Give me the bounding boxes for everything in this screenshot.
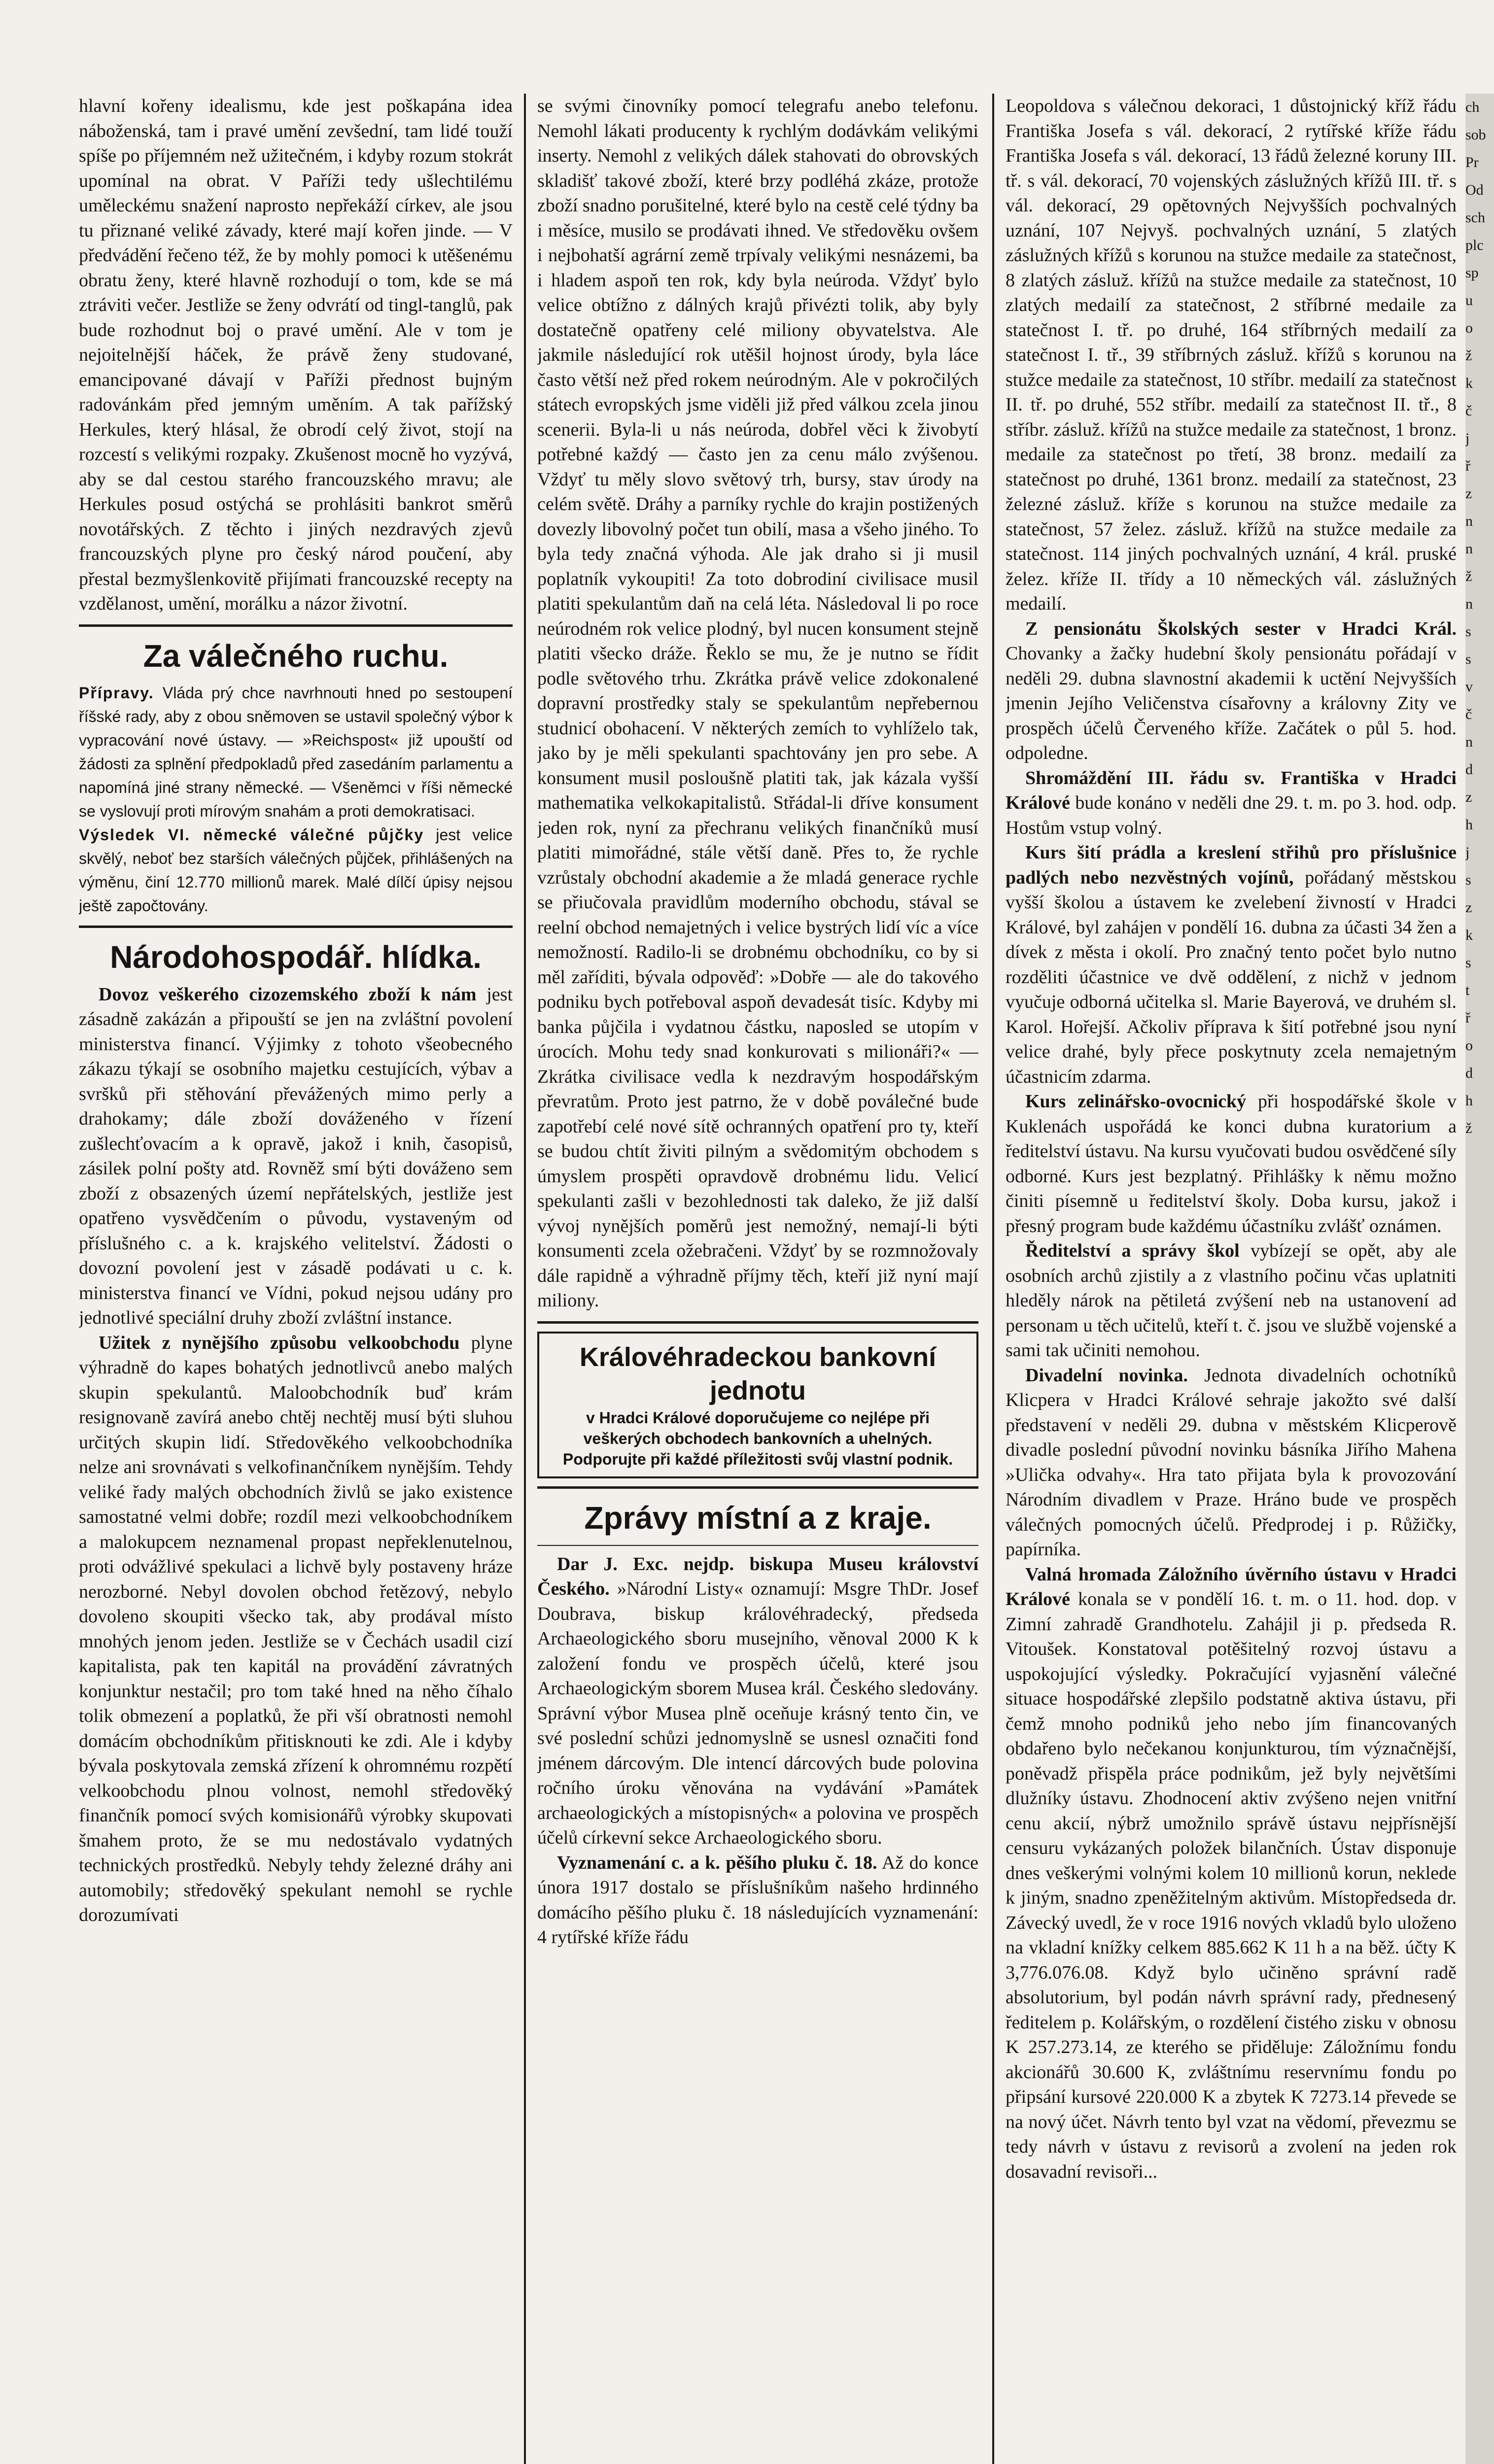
bank-advertisement-title: Královéhradeckou bankovní jednotu xyxy=(579,1342,937,1405)
edge-fragment: k xyxy=(1465,927,1473,943)
edge-fragment: č xyxy=(1465,403,1472,419)
column-rule xyxy=(992,94,994,2464)
economy-paragraph-1 xyxy=(79,982,513,1331)
war-brief-2-lead: Výsledek VI. německé válečné půjčky xyxy=(79,825,424,844)
edge-fragment: ch xyxy=(1465,99,1480,115)
local-news-item-7 xyxy=(1006,1238,1457,1363)
bank-advertisement-text: v Hradci Králové doporučujeme co nejlépe při veškerých obchodech bankovních a uhelných. Podporujte při každé příležitosti svůj vlastní podnik. xyxy=(562,1408,953,1468)
local-news-item-8-lead: Divadelní novinka. xyxy=(1025,1365,1188,1386)
edge-fragment: z xyxy=(1465,485,1472,502)
edge-fragment: o xyxy=(1465,320,1473,336)
edge-fragment: u xyxy=(1465,292,1473,308)
section-heading-war: Za válečného ruchu. xyxy=(143,638,449,674)
column-1 xyxy=(79,94,513,2464)
edge-fragment: d xyxy=(1465,761,1473,778)
local-news-item-3-lead: Z pensionátu Školských sester v Hradci Král. xyxy=(1025,618,1457,639)
local-news-item-8 xyxy=(1006,1363,1457,1562)
column-3 xyxy=(1006,94,1457,2464)
local-news-item-5-text: pořádaný městskou vyšší školou a ústavem ke zvelebení živností v Hradci Králové, byl zahájen v pondělí 16. dubna za účasti 34 žen a dívek z města i okolí. Pro značný tento počet bylo nutno rozděliti účastnice ve dvě oddělení, z nichž v jednom vyučuje odborná učitelka sl. Marie Bayerová, ve druhém sl. Karol. Hořejší. Ačkoliv příprava k šití potřebné jsou nyní velice drahé, byly přece poskytnuty zcela nemajetným účastnicím zdarma. xyxy=(1006,867,1457,1087)
local-news-item-3-text: Chovanky a žačky hudební školy pensionátu pořádají v neděli 29. dubna slavnostní akademii k uctění Nejvyšších jmenin Jejího Veličenstva císařovny a královny Zity ve prospěch účelů Červeného kříže. Začátek o půl 5. hod. odpoledne. xyxy=(1006,643,1457,763)
edge-fragment: h xyxy=(1465,817,1473,833)
edge-fragment: n xyxy=(1465,541,1473,557)
edge-fragment: ž xyxy=(1465,347,1472,364)
edge-fragment: k xyxy=(1465,375,1473,391)
edge-fragment: v xyxy=(1465,679,1473,695)
edge-fragment: n xyxy=(1465,596,1473,612)
edge-fragment: ž xyxy=(1465,568,1472,584)
local-news-item-5-lead: Kurs šití prádla a kreslení střihů pro příslušnice padlých nebo nezvěstných vojínů, xyxy=(1006,842,1457,888)
bank-advertisement xyxy=(537,1332,978,1478)
war-brief-1 xyxy=(79,681,513,823)
edge-fragment: d xyxy=(1465,1065,1473,1081)
local-news-item-6-lead: Kurs zelinářsko-ovocnický xyxy=(1025,1091,1247,1112)
edge-fragment: ř xyxy=(1465,458,1470,474)
local-news-item-1-text: »Národní Listy« oznamují: Msgre ThDr. Josef Doubrava, biskup královéhradecký, předseda Archaeologického sboru musejního, věnoval 2000 K k založení fondu ve prospěch účelů, které jsou Archaeologickým sborem Musea král. Českého sledovány. Správní výbor Musea plně oceňuje krásný tento čin, ve své poslední schůzi jednomyslně se usnesl označiti fond jménem dárcovým. Dle intencí dárcových bude polovina ročního úroku věnována na vydávání »Památek archaeologických a místopisných« a polovina ve prospěch účelů církevní sekce Archaeologického sboru. xyxy=(537,1578,978,1848)
local-news-item-2-lead: Vyznamenání c. a k. pěšího pluku č. 18. xyxy=(557,1852,877,1873)
section-divider xyxy=(537,1321,978,1324)
local-news-item-1-lead: Dar J. Exc. nejdp. biskupa Museu království Českého. xyxy=(537,1553,978,1599)
local-news-item-3 xyxy=(1006,616,1457,766)
section-heading-economy: Národohospodář. hlídka. xyxy=(110,939,482,975)
column-rule xyxy=(524,94,526,2464)
edge-fragment: sp xyxy=(1465,265,1479,281)
edge-fragment: s xyxy=(1465,651,1471,667)
edge-fragment: Od xyxy=(1465,182,1484,198)
section-divider xyxy=(79,624,513,627)
local-news-item-4-lead: Shromáždění III. řádu sv. Františka v Hradci Králové xyxy=(1006,767,1457,813)
war-brief-2-text: jest velice skvělý, neboť bez starších válečných půjček, přihlášených na výměnu, činí 12.770 millionů marek. Malé dílčí úpisy nejsou ještě započtovány. xyxy=(79,825,513,915)
local-news-item-9 xyxy=(1006,1562,1457,2185)
edge-fragment: s xyxy=(1465,955,1471,971)
edge-fragment: j xyxy=(1465,430,1470,446)
heading-underline xyxy=(537,1545,978,1546)
local-news-item-7-text: vybízejí se opět, aby ale osobních archů zjistily a z vlastního počinu včas uplatniti hleděly nárok na pětiletá zvýšení neb na ustanovení ad personam u těch učitelů, kteří t. č. jsou ve službě vojenské a sami tak učiniti nemohou. xyxy=(1006,1240,1457,1361)
edge-fragment: č xyxy=(1465,706,1472,722)
local-news-item-6 xyxy=(1006,1089,1457,1238)
local-news-item-2 xyxy=(537,1850,978,1950)
edge-fragment: ž xyxy=(1465,1120,1472,1136)
article-paris-continuation: hlavní kořeny idealismu, kde jest poškapána idea náboženská, tam i pravé umění zevšední, tam lidé touží spíše po příjemném než užitečném, i kdyby rozum stokrát upomínal na obrat. V Paříži tedy ušlechtilému uměleckému snažení naprosto nepřekáží církev, ale jsou tu přiznané veliké závady, které mají kořen jinde. — V předvádění řečeno též, že by mohly pomoci k utěšenému obratu ženy, které hlavně rozhodují o tom, kde se má ztráviti večer. Jestliže se ženy odvrátí od tingl-tanglů, pak bude rozhodnut boj o pravé umění. Ale v tom je nejoitelnější háček, že právě ženy studované, emancipované dávají v Paříži přednost bujným radovánkám před jemným uměním. A tak pařížský Herkules, který hlásal, že obrodí celý život, stojí na rozcestí s velikými rozpaky. Zkušenost mocně ho vyzývá, aby se dal cestou starého francouzského mravu; ale Herkules posud ostýchá se prohlásiti bankrot směrů novotářských. Z těchto i jiných nezdravých zjevů francouzských plyne pro český národ poučení, aby přestal bezmyšlenkovitě přijímati francouzské recepty na vzdělanost, umění, morálku a názor životní. xyxy=(79,96,513,614)
section-divider xyxy=(79,925,513,928)
local-news-item-8-text: Jednota divadelních ochotníků Klicpera v Hradci Králové sehraje jakožto své další představení v neděli 29. dubna v městském Klicperově divadle poslední původní novinku básníka Jiřího Mahena »Ulička odvahy«. Hra tato přijata byla k provozování Národním divadlem v Praze. Hráno bude ve prospěch válečných pomocných účelů. Předprodej i p. Růžičky, papírníka. xyxy=(1006,1365,1457,1560)
column-2 xyxy=(537,94,978,2464)
war-brief-2 xyxy=(79,823,513,918)
edge-fragment: Pr xyxy=(1465,154,1479,171)
section-divider xyxy=(537,1486,978,1489)
edge-fragment: t xyxy=(1465,982,1470,998)
edge-fragment: j xyxy=(1465,844,1470,860)
economy-paragraph-2-lead: Užitek z nynějšího způsobu velkoobchodu xyxy=(99,1332,460,1353)
local-news-item-1 xyxy=(537,1552,978,1850)
local-news-item-4 xyxy=(1006,766,1457,841)
edge-fragment: s xyxy=(1465,623,1471,640)
edge-fragment: sch xyxy=(1465,209,1485,226)
war-brief-1-lead: Přípravy. xyxy=(79,684,154,702)
war-brief-1-text: Vláda prý chce navrhnouti hned po sestoupení říšské rady, aby z obou sněmoven se ustavil společný výbor k vypracování nové ústavy. — »Reichspost« již upouští od žádosti za splnění předpokladů před zasedáním parlamentu a napomíná jiné strany německé. — Všeněmci v říši německé se vyslovují proti mírovým snahám a proti demokratisaci. xyxy=(79,684,513,820)
economy-paragraph-2-text: plyne výhradně do kapes bohatých jednotlivců anebo malých skupin spekulantů. Maloobchodník buď krám resignovaně zavírá anebo chtěj nechtěj musí býti sluhou určitých skupin lidí. Středověkého velkoobchodníka nelze ani srovnávati s velkofinančníkem nynějším. Tehdy veliké řady malých obchodních živlů se jako existence samostatné velmi dobře; rozdíl mezi velkoobchodníkem a malokupcem neznamenal propast nepřeklenutelnou, proti odvážlivé spekulaci a lichvě byly postaveny hráze nerozborné. Nebyl dovolen obchod řetězový, nebylo dovoleno skoupiti všecko tak, aby prodával místo mnohých jenom jeden. Jestliže se v Čechách usadil cizí kapitalista, pak ten kapitál na provádění závratných konjunktur nestačil; pro tom také hned na něho číhalo tolik obmezení a poplatků, že při vší obratnosti nemohl domácím obchodníkům přitisknouti ke zdi. Ale i kdyby bývala poskytovala zemská zřízení k ohromnému rozpětí velkoobchodu plnou volnost, nemohl středověký finančník pomocí svých komisionářů výrobky skupovati šmahem proto, že se mu nedostávalo vydatných technických prostředků. Nebyly tehdy železné dráhy ani automobily; středověký spekulant nemohl se rychle dorozumívati xyxy=(79,1332,513,1925)
local-news-item-7-lead: Ředitelství a správy škol xyxy=(1025,1240,1240,1261)
edge-fragment: n xyxy=(1465,734,1473,750)
section-heading-local-news: Zprávy místní a z kraje. xyxy=(584,1500,932,1536)
edge-fragment: plc xyxy=(1465,237,1484,253)
edge-fragment: sob xyxy=(1465,127,1486,143)
edge-fragment: z xyxy=(1465,789,1472,805)
local-news-item-4-text: bude konáno v neděli dne 29. t. m. po 3. hod. odp. Hostům vstup volný. xyxy=(1006,792,1457,838)
local-news-item-9-lead: Valná hromada Záložního úvěrního ústavu v Hradci Králové xyxy=(1006,1564,1457,1609)
edge-fragment: z xyxy=(1465,899,1472,916)
local-news-item-6-text: při hospodářské škole v Kuklenách uspořádá ke konci dubna kuratorium a ředitelství ústavu. Na kursu vyučovati budou osvědčené síly odborné. Kurs jest bezplatný. Přihlášky k němu možno činiti písemně u ředitelství školy. Doba kursu, jakož i přesný program bude každému účastníku zvlášť oznámen. xyxy=(1006,1091,1457,1236)
economy-paragraph-1-text: jest zásadně zakázán a připouští se jen na zvláštní povolení ministerstva financí. Výjimky z tohoto všeobecného zákazu týkají se osobního majetku cestujících, výbav a svršků při stěhování převážených mimo perly a drahokamy; dále zboží dováženého v řízení zušlechťovacím a k opravě, jakož i knih, časopisů, zásilek polní pošty atd. Rovněž smí býti dováženo sem zboží z obsazených území nepřátelských, jestliže jest opatřeno vysvědčením o původu, vystaveným od příslušného c. a k. krajského velitelství. Žádosti o dovozní povolení jest v zásadě podávati u c. k. ministerstva financí ve Vídni, pokud nejsou udány pro jednotlivé speciální druhy zboží zvláštní instance. xyxy=(79,984,513,1328)
edge-fragment: ř xyxy=(1465,1010,1470,1026)
economy-paragraph-1-lead: Dovoz veškerého cizozemského zboží k nám xyxy=(99,984,477,1005)
edge-fragment: h xyxy=(1465,1093,1473,1109)
local-news-item-5 xyxy=(1006,840,1457,1089)
edge-fragment: o xyxy=(1465,1037,1473,1054)
adjacent-page-edge xyxy=(1465,94,1494,2464)
local-news-item-2-text: Až do konce února 1917 dostalo se příslušníkům našeho hrdinného domácího pěšího pluku č. 18 následujících vyznamenání: 4 rytířské kříže řádu xyxy=(537,1852,978,1948)
economy-paragraph-2 xyxy=(79,1331,513,1928)
economy-continuation: se svými činovníky pomocí telegrafu anebo telefonu. Nemohl lákati producenty k rychlým dodávkám velikými inserty. Nemohl z velikých dálek stahovati do obrovských skladišť takové zboží, které brzy podléhá zkáze, protože zboží snadno porušitelné, které bylo na cestě celé týdny ba i měsíce, musilo se prodávati ihned. Ve středověku ovšem i nejbohatší agrární země trpívaly velikými nesnázemi, ba i hladem aspoň ten rok, kdy byla neúroda. Vždyť bylo velice obtížno z dálných krajů přivézti tolik, aby byly dostatečně opatřeny celé miliony obyvatelstva. Ale jakmile následující rok utěšil hojnost úrody, byla láce často větší než před rokem neúrodným. Ale v pokročilých státech evropských jsme viděli již před válkou zcela jinou scenerii. Byla-li u nás neúroda, dobřel věci k živobytí potřebné každý — často jen za cenu málo zvýšenou. Vždyť tu měly slovo světový trh, bursy, stav úrody na celém světě. Dráhy a parníky rychle do krajin postižených dovezly libovolný počet tun obilí, masa a všeho jiného. To byla tedy značná výhoda. Ale jak draho si ji musil poplatník vykoupiti! Za toto dobrodiní civilisace musil platiti spekulantům daň na celá léta. Následoval li po roce neúrodném rok velice plodný, byl nucen konsument stejně platiti všecko dráže. Řeklo se mu, že je nutno se řídit podle světového trhu. Zkrátka právě velice zdokonalené dopravní prostředky staly se spekulantům nepřebernou studnicí obohacení. V některých zemích to vyhlíželo tak, jako by je měli spekulanti spachtovány jen pro sebe. A konsument musil posloušně platiti tak, jak kázala vyšší mathematika velkokapitalistů. Střádal-li dříve konsument jeden rok, nyní za přechranu velikých finančníků musí platiti mimořádné, stále větší daně. Přes to, že rychle vzrůstaly obchodní akademie a že mladá generace rychle se přiučovala pravidlům moderního obchodu, stával se reelní obchod nemajetných i velice bystrých lidí víc a více nemožností. Radilo-li se drobnému obchodníku, co by si měl zaříditi, bývala odpověď: »Dobře — ale do takového podniku bych potřeboval aspoň devadesát tisíc. Kdyby mi banka půjčila i vydatnou částku, naposled se utopím v úrocích. Mohu tedy snad konkurovati s milionáři?« — Zkrátka civilisace vedla k nezdravým hospodářským převratům. Proto jest patrno, že v době poválečné bude zapotřebí celé nové sítě ochranných opatření pro ty, kteří se budou chtít živiti pilným a svědomitým obchodem s úmyslem prospěti opravdově drobnému lidu. Velicí spekulanti zašli v bezohlednosti tak daleko, že již další vývoj nynějších poměrů jest nemožný, nemají-li býti konsumenti zcela ožebračeni. Vždyť by se rozmnožovaly dále rapidně a výhradně příjmy těch, kteří již nyní mají miliony. xyxy=(537,96,978,1311)
edge-fragment: s xyxy=(1465,872,1471,888)
decorations-continuation: Leopoldova s válečnou dekoraci, 1 důstojnický kříž řádu Františka Josefa s vál. dekorací, 2 rytířské kříže řádu Františka Josefa s vál. dekorací, 13 řádů železné koruny III. tř. s vál. dekorací, 70 vojenských záslužných křížů III. tř. s vál. dekorací, 29 opětovných Nejvyšších pochvalných uznání, 107 Nejvyš. pochvalných uznání, 5 zlatých záslužných křížů s korunou na stužce medaile za statečnost, 8 zlatých zásluž. křížů na stužce medaile za statečnost, 10 zlatých medailí za statečnost, 2 stříbrné medaile za statečnost I. tř. po druhé, 164 stříbrných medailí za statečnost I. tř., 39 stříbrných zásluž. křížů s korunou na stužce medaile za statečnost, 10 stříbr. medailí za statečnost II. tř. po druhé, 552 stříbr. medailí za statečnost II. tř., 8 stříbr. zásluž. křížů na stužce medaile za statečnost, 1 bronz. medaile za statečnost po třetí, 38 bronz. medailí za statečnost po druhé, 1361 bronz. medailí za statečnost, 23 železné zásluž. kříže s korunou na stužce medaile za statečnost, 57 želez. zásluž. křížů na stužce medaile za statečnost. 114 jiných pochvalných uznání, 4 král. pruské želez. kříže II. třídy a 10 německých vál. záslužných medailí. xyxy=(1006,96,1457,614)
edge-fragment: n xyxy=(1465,513,1473,529)
local-news-item-9-text: konala se v pondělí 16. t. m. o 11. hod. dop. v Zimní zahradě Grandhotelu. Zahájil ji p. předseda R. Vitoušek. Konstatoval potěšitelný rozvoj ústavu a uspokojující výsledky. Pokračující vyjasnění válečné situace hospodářské zlepšilo podstatně aktiva ústavu, při čemž mnoho podniků jeho nebo jím financovaných obdařeno bylo nečekanou konjunkturou, tím význačnější, poněvadž přispěla práce podnikům, jež byly největšími dlužníky ústavu. Zhodnocení aktiv zvýšeno nejen vnitřní cenu akcií, nýbrž umožnilo správě ústavu nejpřísnější censuru vykázaných položek bilančních. Ústav disponuje dnes veškerými volnými kolem 10 millionů korun, neklede k jiným, snadno zpeněžitelným aktivům. Místopředseda dr. Závecký uvedl, že v roce 1916 nových vkladů bylo uloženo na vkladní knížky celkem 885.662 K 11 h a na běž. účty K 3,776.076.08. Když bylo učiněno správní radě absolutorium, byl podán návrh správní rady, přednesený ředitelem p. Kolářským, o rozdělení čistého zisku v obnosu K 257.273.14, ze kterého se přiděluje: Záložnímu fondu akcionářů 30.600 K, zvláštnímu reservnímu fondu po připsání kursové 220.000 K a zbytek K 7273.14 převede se na nový účet. Návrh tento byl vzat na vědomí, převezmu se tedy návrh v ústavu z revisorů a zvolení na jeden rok dosavadní revisoři... xyxy=(1006,1589,1457,2182)
